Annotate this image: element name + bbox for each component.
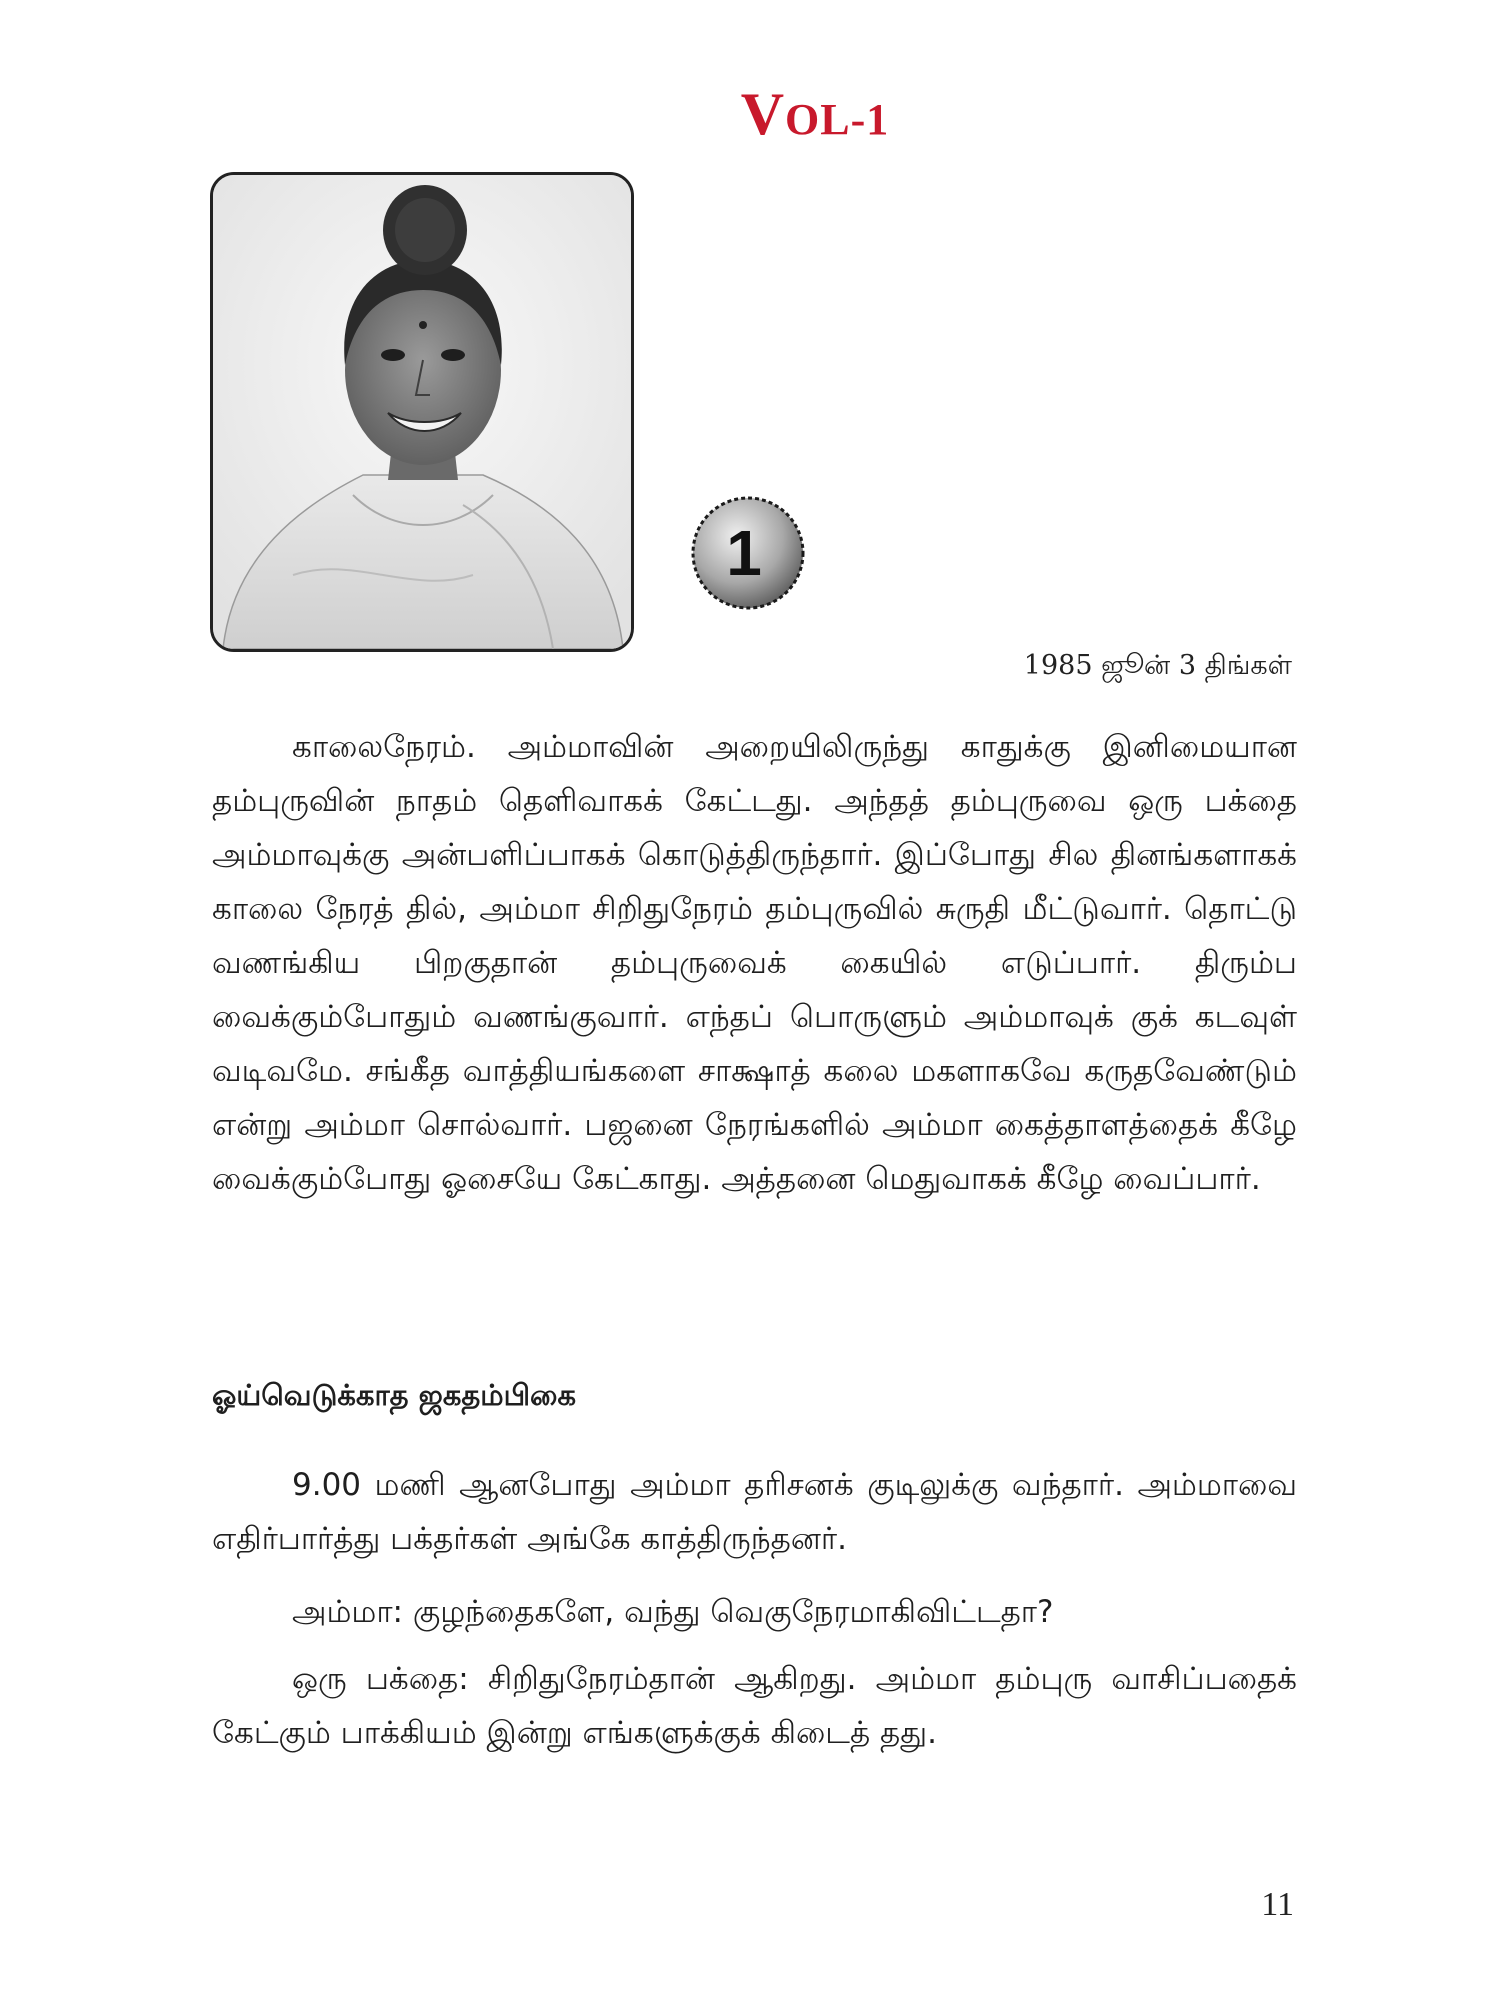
body-paragraph-1: காலைநேரம். அம்மாவின் அறையிலிருந்து காதுக்கு இனிமையான தம்புருவின் நாதம் தெளிவாகக் கேட்டது. அந்தத் தம்புருவை ஒரு பக்தை அம்மாவுக்கு அன்பளிப்பாகக் கொடுத்திருந்தார். இப்போது சில தினங்களாகக் காலை நேரத் தில், அம்மா சிறிதுநேரம் தம்புருவில் சுருதி மீட்டுவார். தொட்டு வணங்கிய பிறகுதான் தம்புருவைக் கையில் எடுப்பார். திரும்ப வைக்கும்போதும் வணங்குவார். எந்தப் பொருளும் அம்மாவுக் குக் கடவுள் வடிவமே. சங்கீத வாத்தியங்களை சாக்ஷாத் கலை மகளாகவே கருதவேண்டும் என்று அம்மா சொல்வார். பஜனை நேரங்களில் அம்மா கைத்தாளத்தைக் கீழே வைக்கும்போது ஓசையே கேட்காது. அத்தனை மெதுவாகக் கீழே வைப்பார். (212, 729, 1297, 1197)
dialogue-amma: அம்மா: குழந்தைகளே, வந்து வெகுநேரமாகிவிட்டதா? (292, 1594, 1054, 1630)
body-paragraph-2: 9.00 மணி ஆனபோது அம்மா தரிசனக் குடிலுக்கு வந்தார். அம்மாவை எதிர்பார்த்து பக்தர்கள் அங்கே காத்திருந்தனர். (212, 1467, 1297, 1557)
volume-title: VOL-1 (740, 81, 890, 147)
chapter-date: 1985 ஜூன் 3 திங்கள் (1023, 650, 1292, 681)
dialogue-devotee: ஒரு பக்தை: சிறிதுநேரம்தான் ஆகிறது. அம்மா தம்புரு வாசிப்பதைக் கேட்கும் பாக்கியம் இன்று எங்களுக்குக் கிடைத் தது. (212, 1661, 1297, 1751)
section-heading: ஓய்வெடுக்காத ஜகதம்பிகை (212, 1378, 577, 1412)
chapter-number: 1 (726, 517, 762, 589)
portrait-photo (210, 172, 634, 652)
portrait-illustration (213, 175, 631, 649)
chapter-number-badge (688, 493, 808, 613)
page-number: 11 (1261, 1886, 1294, 1923)
